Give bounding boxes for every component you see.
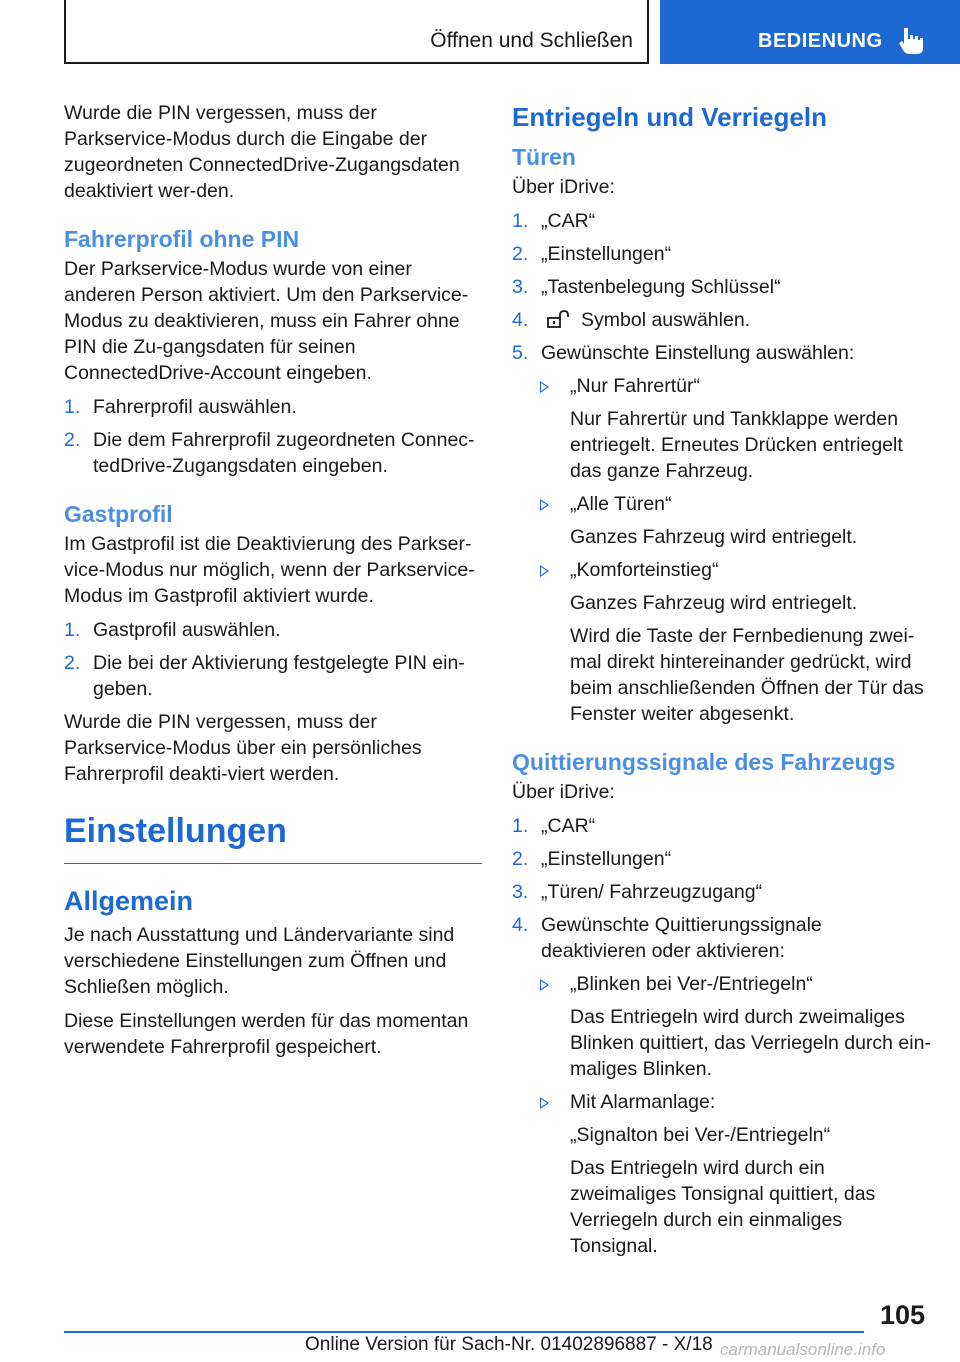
list-fahrerprofil <box>64 394 482 479</box>
heading-fahrerprofil: Fahrerprofil ohne PIN <box>64 226 300 252</box>
option-item: „Nur Fahrertür“ <box>512 373 932 399</box>
unlock-icon <box>547 310 569 328</box>
idrive-label-1: Über iDrive: <box>512 176 615 198</box>
heading-quittierungssignale: Quittierungssignale des Fahrzeugs <box>512 749 896 775</box>
list-item: 2. „Einstellungen“ <box>512 848 672 870</box>
paragraph-gastprofil-2: Wurde die PIN vergessen, muss der Parkservice-Modus über ein persönliches Fahrerprofil deakti-viert werden. <box>64 711 422 785</box>
option-item: „Komforteinstieg“ <box>512 557 932 583</box>
chapter-title: Öffnen und Schließen <box>64 0 649 64</box>
heading-entriegeln: Entriegeln und Verriegeln <box>512 102 827 132</box>
left-column <box>64 100 482 1068</box>
list-item: 5. Gewünschte Einstellung auswählen: <box>512 342 855 364</box>
list-item: 1. „CAR“ <box>512 815 596 837</box>
paragraph-allgemein-2: Diese Einstellungen werden für das momentan verwendete Fahrerprofil gespeichert. <box>64 1010 469 1058</box>
pointing-hand-icon <box>898 26 924 56</box>
triangle-bullet-icon <box>540 499 549 511</box>
list-tueren <box>512 208 932 366</box>
idrive-label-2: Über iDrive: <box>512 781 615 803</box>
paragraph-fahrerprofil: Der Parkservice-Modus wurde von einer anderen Person aktiviert. Um den Parkservice-Modus zu deaktivieren, muss ein Fahrer ohne PIN die Zu-gangsdaten für seinen ConnectedDrive-Account eingeben. <box>64 258 469 384</box>
list-item: 1. Gastprofil auswählen. <box>64 619 281 641</box>
option-description: Das Entriegeln wird durch zweimaliges Blinken quittiert, das Verriegeln durch ein-maliges Blinken. <box>570 1006 931 1080</box>
heading-einstellungen: Einstellungen <box>64 811 482 864</box>
list-item: 3. „Türen/ Fahrzeugzugang“ <box>512 881 763 903</box>
list-item: 1. Fahrerprofil auswählen. <box>64 396 297 418</box>
triangle-bullet-icon <box>540 381 549 393</box>
right-column <box>512 100 932 1266</box>
heading-tueren: Türen <box>512 144 576 170</box>
option-description: Das Entriegeln wird durch ein zweimaliges Tonsignal quittiert, das Verriegeln durch ein einmaliges Tonsignal. <box>570 1157 876 1257</box>
option-item: Mit Alarmanlage: <box>512 1089 932 1115</box>
option-description: Ganzes Fahrzeug wird entriegelt. <box>570 592 858 614</box>
option-description: Wird die Taste der Fernbedienung zwei-mal direkt hintereinander gedrückt, wird beim anschließenden Öffnen der Tür das Fenster weiter abgesenkt. <box>570 625 924 725</box>
paragraph-gastprofil: Im Gastprofil ist die Deaktivierung des Parkser-vice-Modus nur möglich, wenn der Parkservice-Modus im Gastprofil aktiviert wurde. <box>64 533 475 607</box>
list-quittierung <box>512 813 932 964</box>
list-item: 2. Die dem Fahrerprofil zugeordneten Connec-tedDrive-Zugangsdaten eingeben. <box>64 429 475 477</box>
option-item: „Blinken bei Ver-/Entriegeln“ <box>512 971 932 997</box>
list-item: 2. Die bei der Aktivierung festgelegte PIN ein-geben. <box>64 652 465 700</box>
watermark: carmanualsonline.info <box>720 1340 886 1359</box>
paragraph-allgemein-1: Je nach Ausstattung und Ländervariante sind verschiedene Einstellungen zum Öffnen und Schließen möglich. <box>64 924 455 998</box>
list-gastprofil <box>64 617 482 702</box>
list-item: 2. „Einstellungen“ <box>512 243 672 265</box>
list-item: 4. Gewünschte Quittierungssignale deaktivieren oder aktivieren: <box>512 914 822 962</box>
list-item: 1. „CAR“ <box>512 210 596 232</box>
intro-paragraph: Wurde die PIN vergessen, muss der Parkservice-Modus durch die Eingabe der zugeordneten ConnectedDrive-Zugangsdaten deaktiviert wer-den. <box>64 102 460 202</box>
section-tab-label: BEDIENUNG <box>758 30 883 52</box>
option-description: Ganzes Fahrzeug wird entriegelt. <box>570 526 858 548</box>
heading-gastprofil: Gastprofil <box>64 501 173 527</box>
option-item: „Alle Türen“ <box>512 491 932 517</box>
footer-divider <box>64 1331 864 1333</box>
triangle-bullet-icon <box>540 565 549 577</box>
page-number: 105 <box>880 1300 926 1330</box>
option-description: Nur Fahrertür und Tankklappe werden entriegelt. Erneutes Drücken entriegelt das ganze Fahrzeug. <box>570 408 903 482</box>
footer-online-version: Online Version für Sach-Nr. 01402896887 - X/18 <box>305 1334 713 1355</box>
heading-allgemein: Allgemein <box>64 886 194 916</box>
section-tab <box>660 0 960 64</box>
option-description: „Signalton bei Ver-/Entriegeln“ <box>570 1124 831 1146</box>
list-item: 4. Symbol auswählen. <box>512 309 751 331</box>
triangle-bullet-icon <box>540 979 549 991</box>
triangle-bullet-icon <box>540 1097 549 1109</box>
list-item: 3. „Tastenbelegung Schlüssel“ <box>512 276 781 298</box>
